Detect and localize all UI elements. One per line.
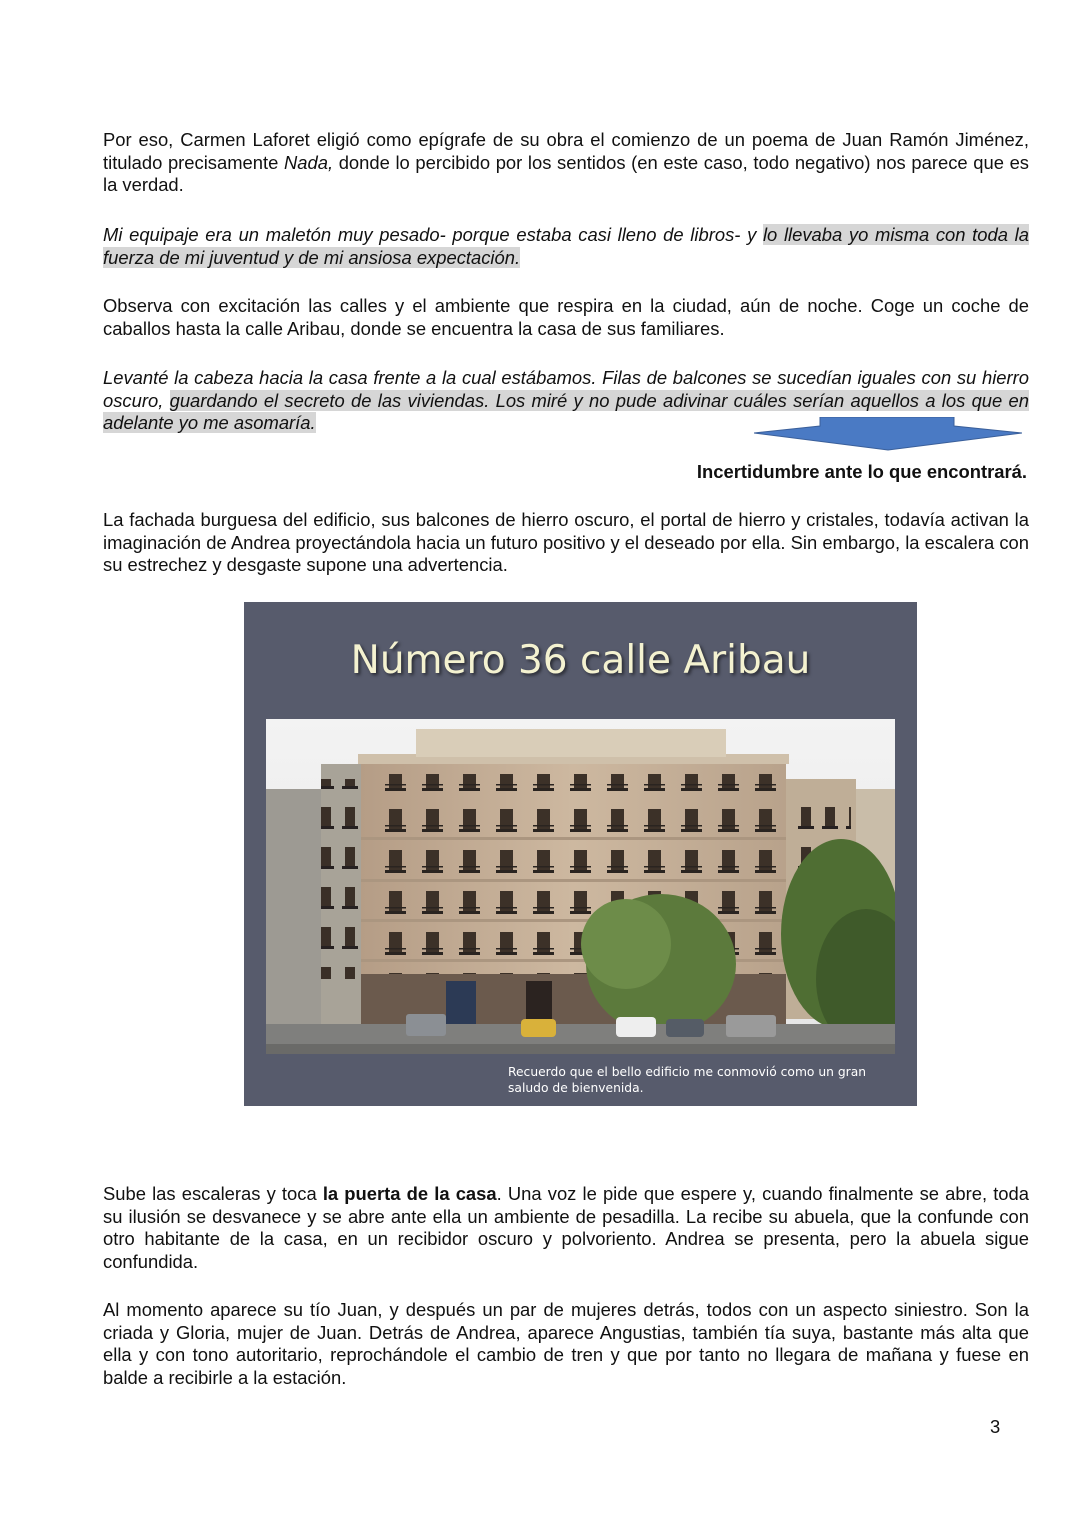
building-photo	[266, 719, 895, 1054]
poem-title: Nada,	[283, 151, 334, 173]
slide-caption	[508, 1064, 888, 1096]
highlighted-quote-text: lo llevaba yo misma con toda la fuerza de mi juventud y de mi ansiosa expectación.	[103, 224, 1029, 268]
paragraph-text: Sube las escaleras y toca	[103, 1183, 323, 1204]
conclusion-text: Incertidumbre ante lo que encontrará.	[696, 461, 1027, 482]
quote-text: Levanté la cabeza hacia la casa frente a la cual estábamos. Filas de balcones se sucedían iguales con su hierro oscuro,	[103, 367, 1029, 411]
bold-phrase: la puerta de la casa	[322, 1183, 497, 1204]
paragraph-text: Por eso, Carmen Laforet eligió como epígrafe de su obra el comienzo de un poema de Juan Ramón Jiménez, titulado precisamente	[103, 129, 1029, 173]
paragraph-text: . Una voz le pide que espere y, cuando finalmente se abre, toda su ilusión se desvanece y se abre ante ella un ambiente de pesadilla. La recibe su abuela, que la confunde con otro habitante de la casa, en un recibidor oscuro y polvoriento. Andrea se presenta, pero la abuela sigue confundida.	[103, 1183, 1029, 1272]
down-arrow-icon	[754, 417, 1022, 451]
slide-image	[244, 602, 917, 1106]
paragraph-text: donde lo percibido por los sentidos (en este caso, todo negativo) nos parece que es la verdad.	[103, 151, 1029, 196]
caption-line: saludo de bienvenida.	[508, 1081, 644, 1095]
paragraph-door	[103, 1183, 1029, 1273]
quote-text: Mi equipaje era un maletón muy pesado- porque estaba casi lleno de libros- y	[103, 224, 763, 245]
highlighted-quote-text: guardando el secreto de las viviendas. Los miré y no pude adivinar cuáles serían aquellos a los que en adelante yo me asomaría.	[103, 389, 1029, 434]
paragraph-arrival: Observa con excitación las calles y el ambiente que respira en la ciudad, aún de noche. Coge un coche de caballos hasta la calle Aribau, donde se encuentra la casa de sus familiares.	[103, 295, 1029, 339]
paragraph-facade: La fachada burguesa del edificio, sus balcones de hierro oscuro, el portal de hierro y cristales, todavía activan la imaginación de Andrea proyectándola hacia un futuro positivo y el deseado por ella. Sin embargo, la escalera con su estrechez y desgaste supone una advertencia.	[103, 509, 1029, 576]
caption-line: Recuerdo que el bello edificio me conmovió como un gran	[508, 1065, 867, 1079]
paragraph-family: Al momento aparece su tío Juan, y después un par de mujeres detrás, todos con un aspecto siniestro. Son la criada y Gloria, mujer de Juan. Detrás de Andrea, aparece Angustias, también tía suya, bastante más alta que ella y con tono autoritario, reprochándole el cambio de tren y que por tanto no llegara de mañana y fuese en balde a recibirle a la estación.	[103, 1299, 1029, 1388]
paragraph-epigraph	[103, 129, 1029, 197]
quote-luggage	[103, 224, 1029, 269]
page-number: 3	[990, 1416, 1001, 1437]
slide-title: Número 36 calle Aribau	[350, 638, 811, 683]
